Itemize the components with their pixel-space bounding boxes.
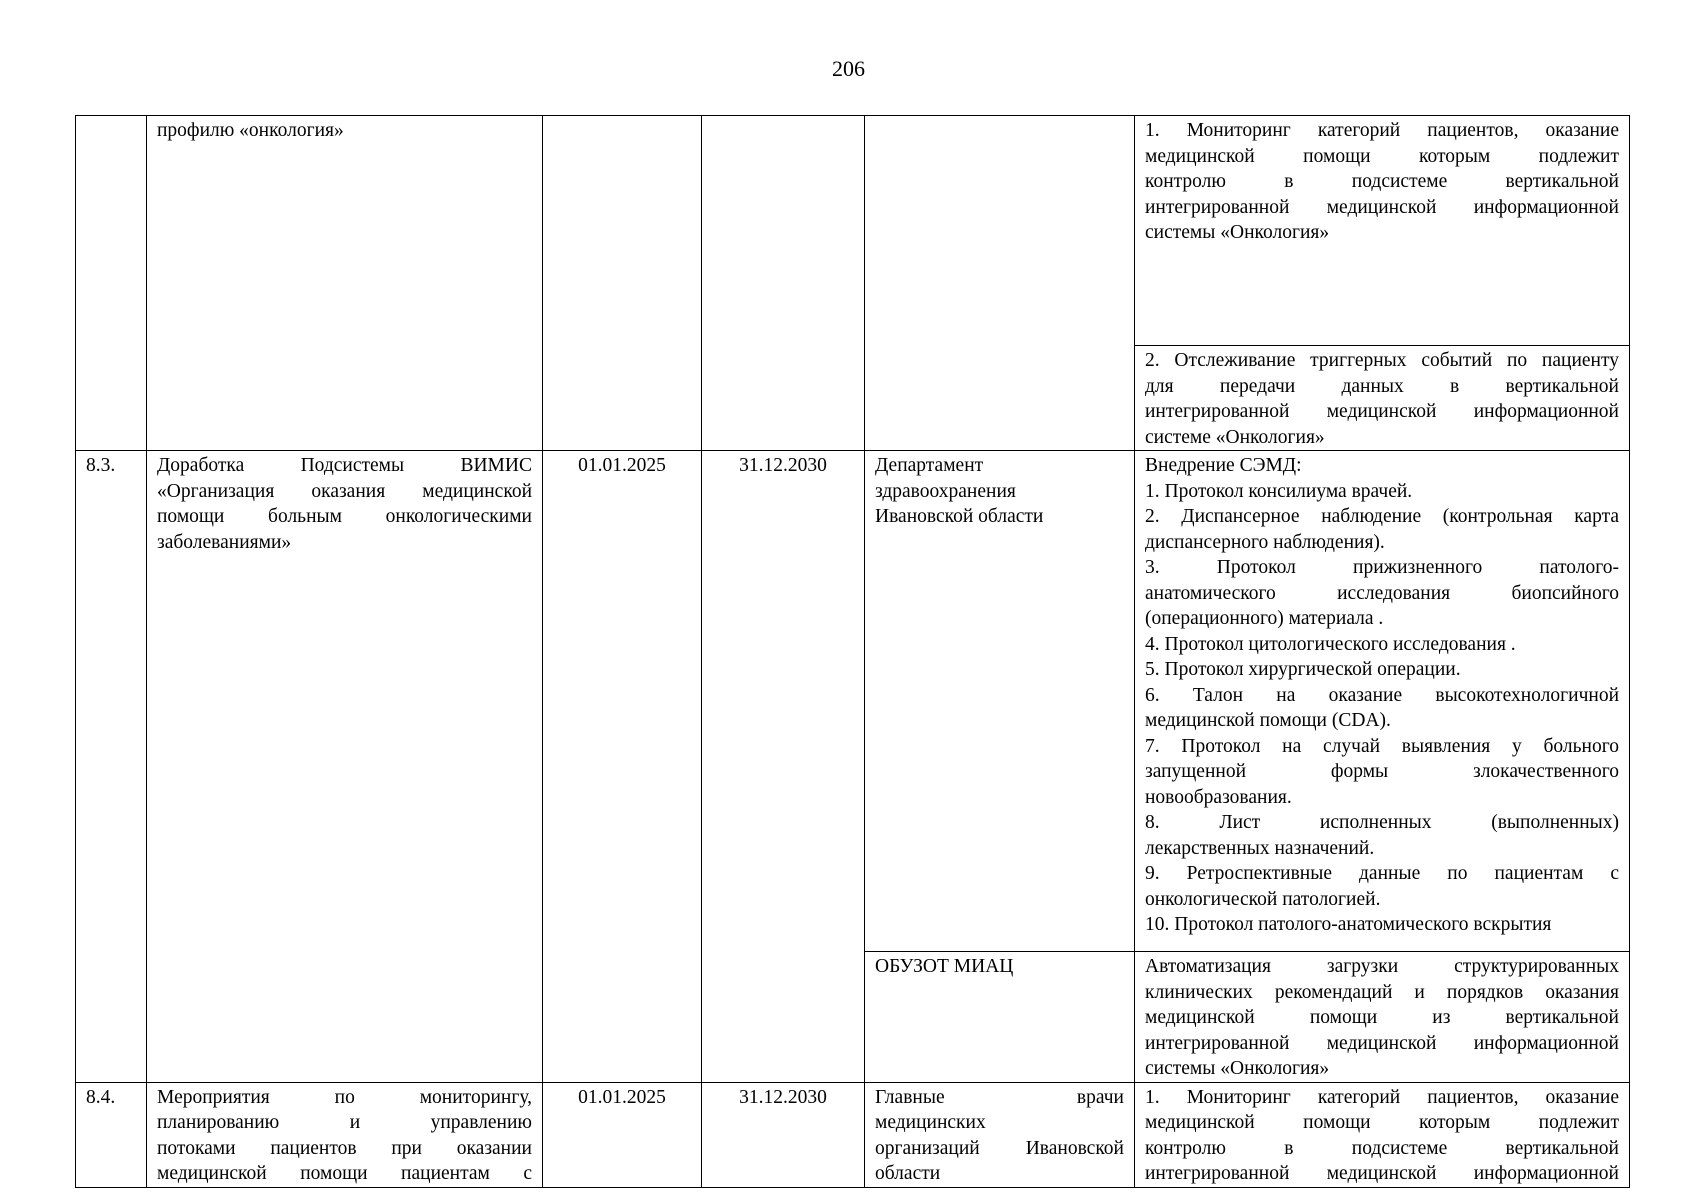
text-line: потоками пациентов при оказании xyxy=(157,1137,532,1159)
text-line: 1. Мониторинг категорий пациентов, оказание xyxy=(1145,1086,1619,1108)
text-line: Департамент xyxy=(875,455,984,476)
measure-name-cell xyxy=(147,116,543,451)
text-line: 5. Протокол хирургической операции. xyxy=(1145,659,1461,680)
text-line: организаций Ивановской xyxy=(875,1137,1124,1159)
text-line: системе «Онкология» xyxy=(1145,426,1325,448)
measure-name-cell xyxy=(147,1082,543,1187)
executor-cell xyxy=(865,116,1135,451)
row-number-cell: 8.3. xyxy=(76,451,147,1083)
result-cell xyxy=(1135,952,1630,1083)
plan-table xyxy=(75,115,1630,1188)
text-line: 1. Мониторинг категорий пациентов, оказание xyxy=(1145,120,1619,141)
text-line: Ивановской области xyxy=(875,506,1044,527)
text-line: заболеваниями» xyxy=(157,531,292,553)
result-cell xyxy=(1135,1082,1630,1187)
text-line: новообразования. xyxy=(1145,786,1292,808)
text-line: анатомического исследования биопсийного xyxy=(1145,582,1619,604)
text-line: (операционного) материала . xyxy=(1145,608,1384,629)
text-line: контролю в подсистеме вертикальной xyxy=(1145,171,1619,192)
text-line: Внедрение СЭМД: xyxy=(1145,455,1302,476)
row-number-cell: 8.4. xyxy=(76,1082,147,1187)
text-line: запущенной формы злокачественного xyxy=(1145,761,1619,782)
text-line: медицинских xyxy=(875,1112,986,1133)
table-row-8-3 xyxy=(76,451,1630,952)
text-line: диспансерного наблюдения). xyxy=(1145,531,1385,553)
executor-cell xyxy=(865,1082,1135,1187)
text-line: онкологической патологией. xyxy=(1145,888,1381,910)
text-line: 3. Протокол прижизненного патолого- xyxy=(1145,557,1619,578)
start-date-cell xyxy=(543,116,702,451)
text-line: для передачи данных в вертикальной xyxy=(1145,375,1619,397)
executor-cell xyxy=(865,952,1135,1083)
text-line: ОБУЗОТ МИАЦ xyxy=(875,956,1014,977)
table-row-continued xyxy=(76,116,1630,346)
text-line: планированию и управлению xyxy=(157,1112,532,1133)
end-date-cell: 31.12.2030 xyxy=(702,451,865,1083)
row-number-cell xyxy=(76,116,147,451)
text-line: медицинской помощи которым подлежит xyxy=(1145,145,1619,167)
measure-name-cell xyxy=(147,451,543,1083)
text-line: Мероприятия по мониторингу, xyxy=(157,1086,532,1108)
table-row-8-4 xyxy=(76,1082,1630,1187)
text-line: области xyxy=(875,1163,941,1184)
result-cell xyxy=(1135,346,1630,451)
text-line: медицинской помощи которым подлежит xyxy=(1145,1112,1619,1133)
end-date-cell: 31.12.2030 xyxy=(702,1082,865,1187)
text-line: 9. Ретроспективные данные по пациентам с xyxy=(1145,863,1619,884)
start-date-cell: 01.01.2025 xyxy=(543,451,702,1083)
text-line: клинических рекомендаций и порядков оказания xyxy=(1145,981,1619,1003)
page-number: 206 xyxy=(832,56,865,81)
executor-cell xyxy=(865,451,1135,952)
text-line: интегрированной медицинской информационной xyxy=(1145,401,1619,422)
text-line: 6. Талон на оказание высокотехнологичной xyxy=(1145,684,1619,706)
text-line: профилю «онкология» xyxy=(157,120,344,141)
text-line: 2. Диспансерное наблюдение (контрольная карта xyxy=(1145,506,1619,527)
text-line: «Организация оказания медицинской xyxy=(157,480,532,502)
start-date-cell: 01.01.2025 xyxy=(543,1082,702,1187)
text-line: контролю в подсистеме вертикальной xyxy=(1145,1137,1619,1159)
text-line: системы «Онкология» xyxy=(1145,1058,1330,1079)
text-line: лекарственных назначений. xyxy=(1145,837,1375,859)
text-line: 10. Протокол патолого-анатомического вскрытия xyxy=(1145,914,1552,935)
text-line: помощи больным онкологическими xyxy=(157,506,532,527)
end-date-cell xyxy=(702,116,865,451)
text-line: здравоохранения xyxy=(875,480,1016,502)
text-line: медицинской помощи из вертикальной xyxy=(1145,1007,1619,1028)
text-line: 4. Протокол цитологического исследования . xyxy=(1145,633,1516,655)
text-line: 7. Протокол на случай выявления у больного xyxy=(1145,735,1619,757)
text-line: 1. Протокол консилиума врачей. xyxy=(1145,480,1413,502)
text-line: 2. Отслеживание триггерных событий по пациенту xyxy=(1145,350,1619,371)
result-cell xyxy=(1135,116,1630,346)
text-line: Доработка Подсистемы ВИМИС xyxy=(157,455,532,476)
text-line: интегрированной медицинской информационной xyxy=(1145,196,1619,218)
text-line: медицинской помощи пациентам с xyxy=(157,1163,532,1184)
result-cell xyxy=(1135,451,1630,952)
text-line: Автоматизация загрузки структурированных xyxy=(1145,956,1619,977)
text-line: интегрированной медицинской информационной xyxy=(1145,1163,1619,1184)
text-line: системы «Онкология» xyxy=(1145,222,1330,243)
text-line: интегрированной медицинской информационной xyxy=(1145,1032,1619,1054)
text-line: 8. Лист исполненных (выполненных) xyxy=(1145,812,1619,833)
text-line: медицинской помощи (CDA). xyxy=(1145,710,1391,731)
text-line: Главные врачи xyxy=(875,1086,1124,1108)
